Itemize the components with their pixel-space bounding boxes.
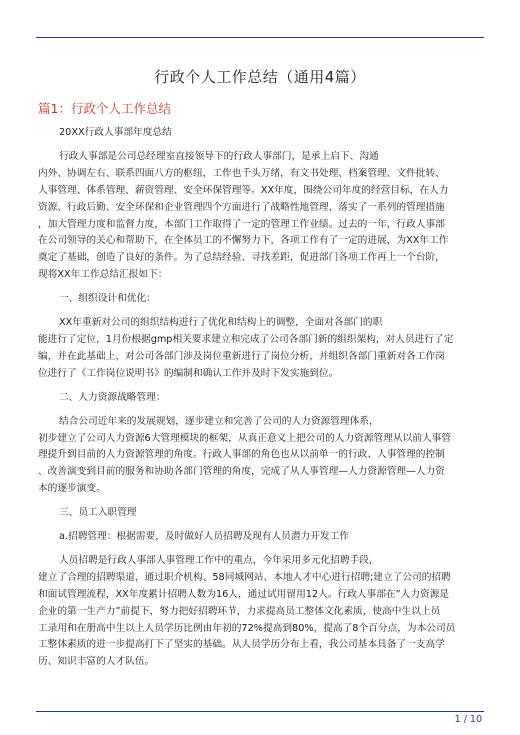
paragraph-line: 现将XX年工作总结汇报如下：	[38, 269, 168, 281]
paragraph-line: 企业的第一生产力”前提下，努力把好招聘环节，力求提高员工整体文化素质，使高中生以上员	[38, 605, 441, 617]
paragraph-line: 编，并在此基础上，对公司各部门涉及岗位重新进行了岗位分析，并组织各部门重新对各工作岗	[38, 350, 445, 362]
heading-hr-strategy: 二、人力资源战略管理：	[59, 391, 166, 403]
paragraph-line: 人员招聘是行政人事部人事管理工作中的重点，今年采用多元化招聘手段，	[59, 554, 379, 566]
paragraph-line: 奠定了基础，创造了良好的条件。为了总结经验、寻找差距，促进部门各项工作再上一个台阶，	[38, 252, 445, 264]
paragraph-line: 本的逐步演变。	[38, 483, 106, 495]
paragraph-line: ，加大管理力度和监督力度，本部门工作取得了一定的管理工作业绩。过去的一年，行政人事部	[38, 218, 445, 230]
document-title: 行政个人工作总结（通用4篇）	[154, 68, 366, 86]
top-rule	[36, 37, 484, 38]
paragraph-line: 在公司领导的关心和帮助下，在全体员工的不懈努力下，各项工作有了一定的进展，为XX年工作	[38, 235, 449, 247]
document-body	[38, 125, 486, 671]
subtitle: 20XX行政人事部年度总结	[59, 127, 172, 138]
paragraph-line: 行政人事部是公司总经理室直接领导下的行政人事部门，是承上启下、沟通	[59, 150, 379, 162]
paragraph-line: 能进行了定位，1月份根据gmp相关要求建立和完成了公司各部门新的组织架构，对人员进行了定	[38, 333, 454, 345]
heading-recruitment: a.招聘管理：根据需要，及时做好人员招聘及现有人员潜力开发工作	[59, 531, 349, 543]
paragraph-line: 和面试管理流程，XX年度累计招聘人数为16人，通过试用留用12人。行政人事部在”人力资源是	[38, 588, 450, 600]
heading-org-design: 一、组织设计和优化：	[59, 293, 156, 305]
paragraph-line: 位进行了《工作岗位说明书》的编制和确认工作并及时下发实施到位。	[38, 367, 339, 379]
paragraph-line: 资源、行政后勤、安全环保和企业管理四个方面进行了战略性地管理，落实了一系列的管理措施	[38, 201, 445, 213]
heading-onboarding: 三、员工入职管理	[59, 507, 137, 519]
bottom-rule	[36, 711, 484, 712]
paragraph-line: 初步建立了公司人力资源6大管理模块的框架，从真正意义上把公司的人力资源管理从以前人事管	[38, 432, 452, 444]
section-heading: 篇1：行政个人工作总结	[38, 101, 171, 116]
paragraph-line: 工整体素质的进一步提高打下了坚实的基础。从人员学历分布上看，我公司基本具备了一支高学	[38, 639, 445, 651]
paragraph-line: 人事管理、体系管理、薪资管理、安全环保管理等。XX年度，围绕公司年度的经营目标，在人力	[38, 184, 449, 196]
paragraph-line: 内外、协调左右、联系四面八方的枢纽，工作也千头万绪，有文书处理、档案管理、文件批转、	[38, 167, 445, 179]
paragraph-line: 结合公司近年来的发展规划，逐步建立和完善了公司的人力资源管理体系，	[59, 415, 379, 427]
paragraph-line: 历、知识丰富的人才队伍。	[38, 656, 155, 668]
paragraph-line: 理提升到目前的人力资源管理的角度。行政人事部的角色也从以前单一的行政、人事管理的控制	[38, 449, 445, 461]
page-number: 1 / 10	[454, 714, 482, 725]
paragraph-line: XX年重新对公司的组织结构进行了优化和结构上的调整，全面对各部门的职	[59, 317, 383, 329]
paragraph-line: 建立了合理的招聘渠道，通过职介机构、58同城网站、本地人才中心进行招聘;建立了公司的招聘	[38, 571, 451, 583]
paragraph-line: 、改善演变到目前的服务和协助各部门管理的角度，完成了从人事管理—人力资源管理—人力资	[38, 466, 445, 478]
paragraph-line: 工录用和在册高中生以上人员学历比例由年初的72%提高到80%，提高了8个百分点，为本公司员	[38, 622, 456, 634]
